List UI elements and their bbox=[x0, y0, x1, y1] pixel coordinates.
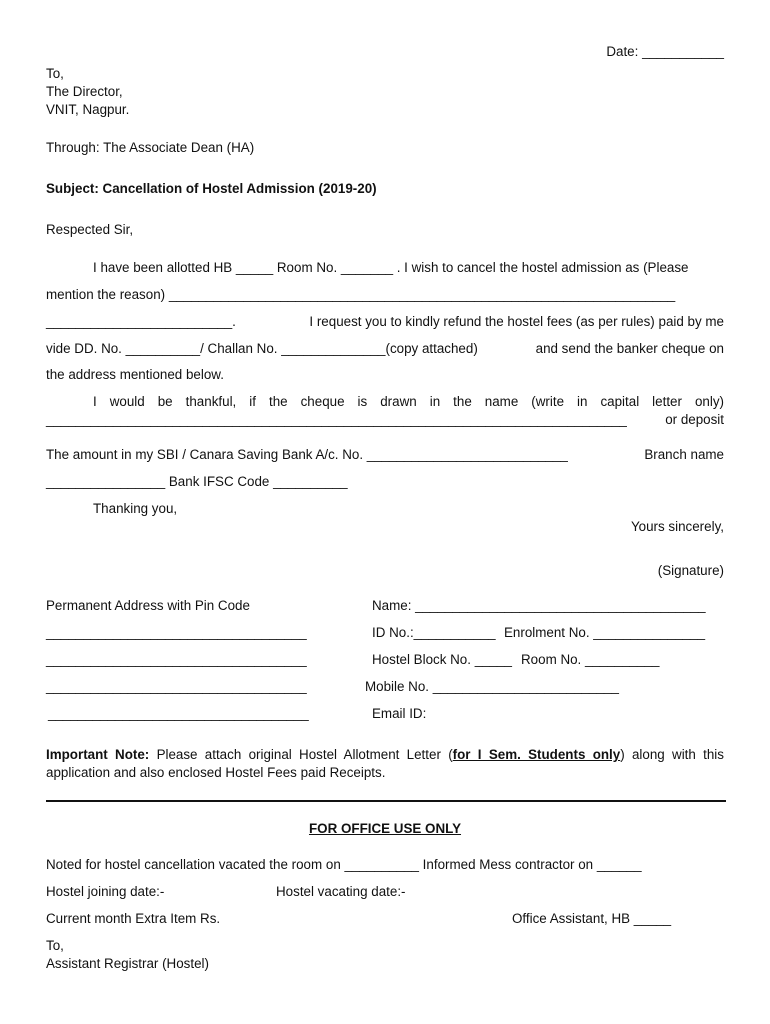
bank-account-field[interactable]: The amount in my SBI / Canara Saving Bank A/c. No. ___________________________ bbox=[46, 447, 568, 462]
addressee-institute: VNIT, Nagpur. bbox=[46, 102, 130, 117]
addressee-to: To, bbox=[46, 66, 64, 81]
hostel-joining-date[interactable]: Hostel joining date:- bbox=[46, 884, 165, 899]
body-reason-blank[interactable]: _________________________. bbox=[46, 314, 236, 329]
mobile-no-field[interactable]: Mobile No. _________________________ bbox=[365, 679, 619, 694]
enrolment-no-field[interactable]: Enrolment No. _______________ bbox=[504, 625, 706, 640]
addressee-title: The Director, bbox=[46, 84, 123, 99]
office-assistant-field[interactable]: Office Assistant, HB _____ bbox=[512, 911, 672, 926]
body-address-mention: the address mentioned below. bbox=[46, 367, 224, 382]
yours-sincerely: Yours sincerely, bbox=[630, 519, 724, 534]
important-note-line-1 bbox=[46, 747, 724, 763]
important-note-text-a: Please attach original Hostel Allotment Letter ( bbox=[156, 747, 453, 762]
important-note-emphasis: for I Sem. Students only bbox=[452, 747, 621, 762]
email-id-field[interactable]: Email ID: bbox=[372, 706, 427, 721]
id-no-field[interactable]: ID No.:___________ bbox=[372, 625, 496, 640]
hostel-vacating-date[interactable]: Hostel vacating date:- bbox=[276, 884, 406, 899]
room-no-field[interactable]: Room No. __________ bbox=[521, 652, 660, 667]
through-line: Through: The Associate Dean (HA) bbox=[46, 140, 255, 155]
section-divider bbox=[46, 800, 726, 802]
signature-label[interactable]: (Signature) bbox=[657, 563, 724, 578]
body-allotment-line[interactable]: I have been allotted HB _____ Room No. _______ . I wish to cancel the hostel admission as (Please bbox=[93, 260, 689, 275]
body-cheque-name-line: I would be thankful, if the cheque is drawn in the name (write in capital letter only) bbox=[93, 394, 724, 409]
body-reason-line[interactable]: mention the reason) ____________________________________________________________________ bbox=[46, 287, 676, 302]
thanking-you: Thanking you, bbox=[93, 501, 178, 516]
salutation: Respected Sir, bbox=[46, 222, 134, 237]
date-field[interactable]: Date: ___________ bbox=[606, 44, 724, 59]
office-noted-line[interactable]: Noted for hostel cancellation vacated the room on __________ Informed Mess contractor on ______ bbox=[46, 857, 642, 872]
address-line-4[interactable]: ___________________________________ bbox=[48, 706, 309, 721]
important-note-text-b: ) along with this bbox=[620, 747, 724, 762]
subject-line: Subject: Cancellation of Hostel Admission (2019-20) bbox=[46, 181, 377, 196]
assistant-registrar: Assistant Registrar (Hostel) bbox=[46, 956, 209, 971]
body-banker-cheque: and send the banker cheque on bbox=[535, 341, 724, 356]
office-to: To, bbox=[46, 938, 64, 953]
branch-name-label: Branch name bbox=[644, 447, 724, 462]
permanent-address-label: Permanent Address with Pin Code bbox=[46, 598, 250, 613]
branch-ifsc-fields[interactable]: ________________ Bank IFSC Code __________ bbox=[46, 474, 348, 489]
address-line-2[interactable]: ___________________________________ bbox=[46, 652, 307, 667]
extra-item-amount[interactable]: Current month Extra Item Rs. bbox=[46, 911, 221, 926]
address-line-3[interactable]: ___________________________________ bbox=[46, 679, 307, 694]
body-refund-request: I request you to kindly refund the hostel fees (as per rules) paid by me bbox=[309, 314, 724, 329]
hostel-block-field[interactable]: Hostel Block No. _____ bbox=[372, 652, 512, 667]
important-note-line-2: application and also enclosed Hostel Fees paid Receipts. bbox=[46, 765, 386, 780]
body-dd-challan-fields[interactable]: vide DD. No. __________/ Challan No. ______________(copy attached) bbox=[46, 341, 478, 356]
or-deposit-text: or deposit bbox=[665, 412, 724, 427]
cheque-name-blank[interactable]: ______________________________________________________________________________ bbox=[46, 412, 627, 427]
important-note-label: Important Note: bbox=[46, 747, 150, 762]
name-field[interactable]: Name: _______________________________________ bbox=[372, 598, 706, 613]
address-line-1[interactable]: ___________________________________ bbox=[46, 625, 307, 640]
office-use-heading: FOR OFFICE USE ONLY bbox=[308, 821, 462, 836]
